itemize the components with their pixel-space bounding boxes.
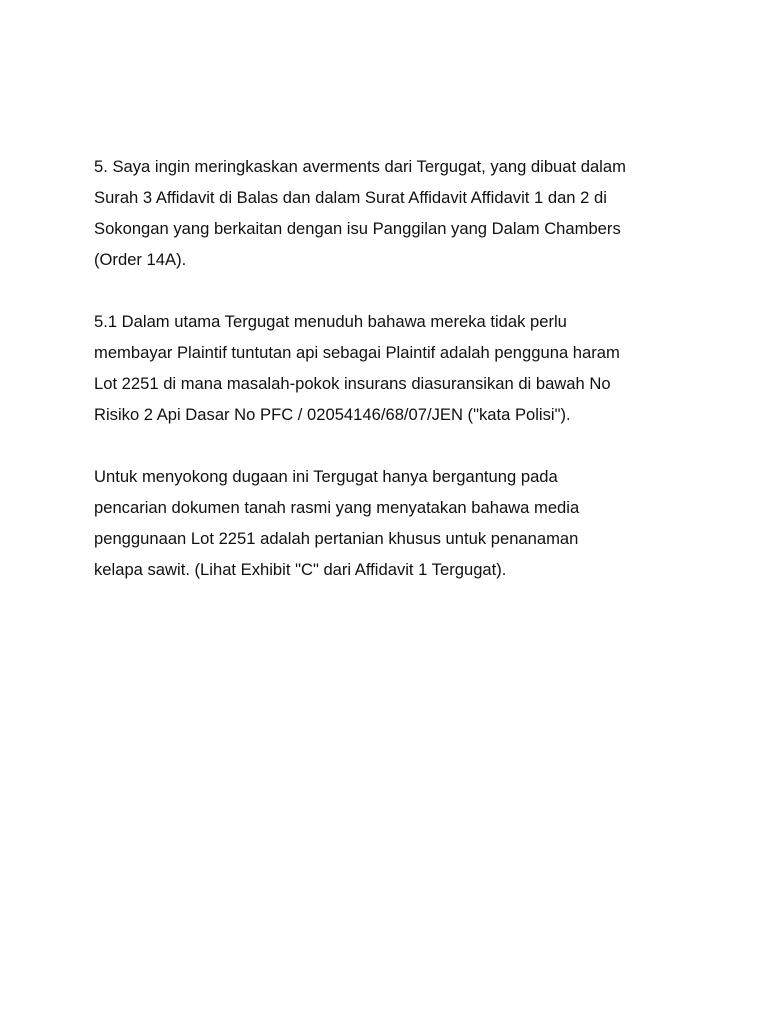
paragraph-5-1 [94,306,694,430]
paragraph-line: kelapa sawit. (Lihat Exhibit "C" dari Affidavit 1 Tergugat). [94,560,507,579]
paragraph-line: pencarian dokumen tanah rasmi yang menyatakan bahawa media [94,498,580,517]
paragraph-line: Sokongan yang berkaitan dengan isu Panggilan yang Dalam Chambers [94,219,621,238]
paragraph-line: Lot 2251 di mana masalah-pokok insurans diasuransikan di bawah No [94,374,611,393]
paragraph-line: Risiko 2 Api Dasar No PFC / 02054146/68/07/JEN ("kata Polisi"). [94,405,571,424]
paragraph-supporting [94,461,694,585]
paragraph-line: 5. Saya ingin meringkaskan averments dari Tergugat, yang dibuat dalam [94,157,626,176]
paragraph-line: (Order 14A). [94,250,187,269]
paragraph-line: membayar Plaintif tuntutan api sebagai Plaintif adalah pengguna haram [94,343,620,362]
paragraph-line: Untuk menyokong dugaan ini Tergugat hanya bergantung pada [94,467,558,486]
document-body [94,151,694,585]
paragraph-5 [94,151,694,275]
paragraph-line: 5.1 Dalam utama Tergugat menuduh bahawa mereka tidak perlu [94,312,567,331]
paragraph-line: Surah 3 Affidavit di Balas dan dalam Surat Affidavit Affidavit 1 dan 2 di [94,188,607,207]
paragraph-line: penggunaan Lot 2251 adalah pertanian khusus untuk penanaman [94,529,579,548]
